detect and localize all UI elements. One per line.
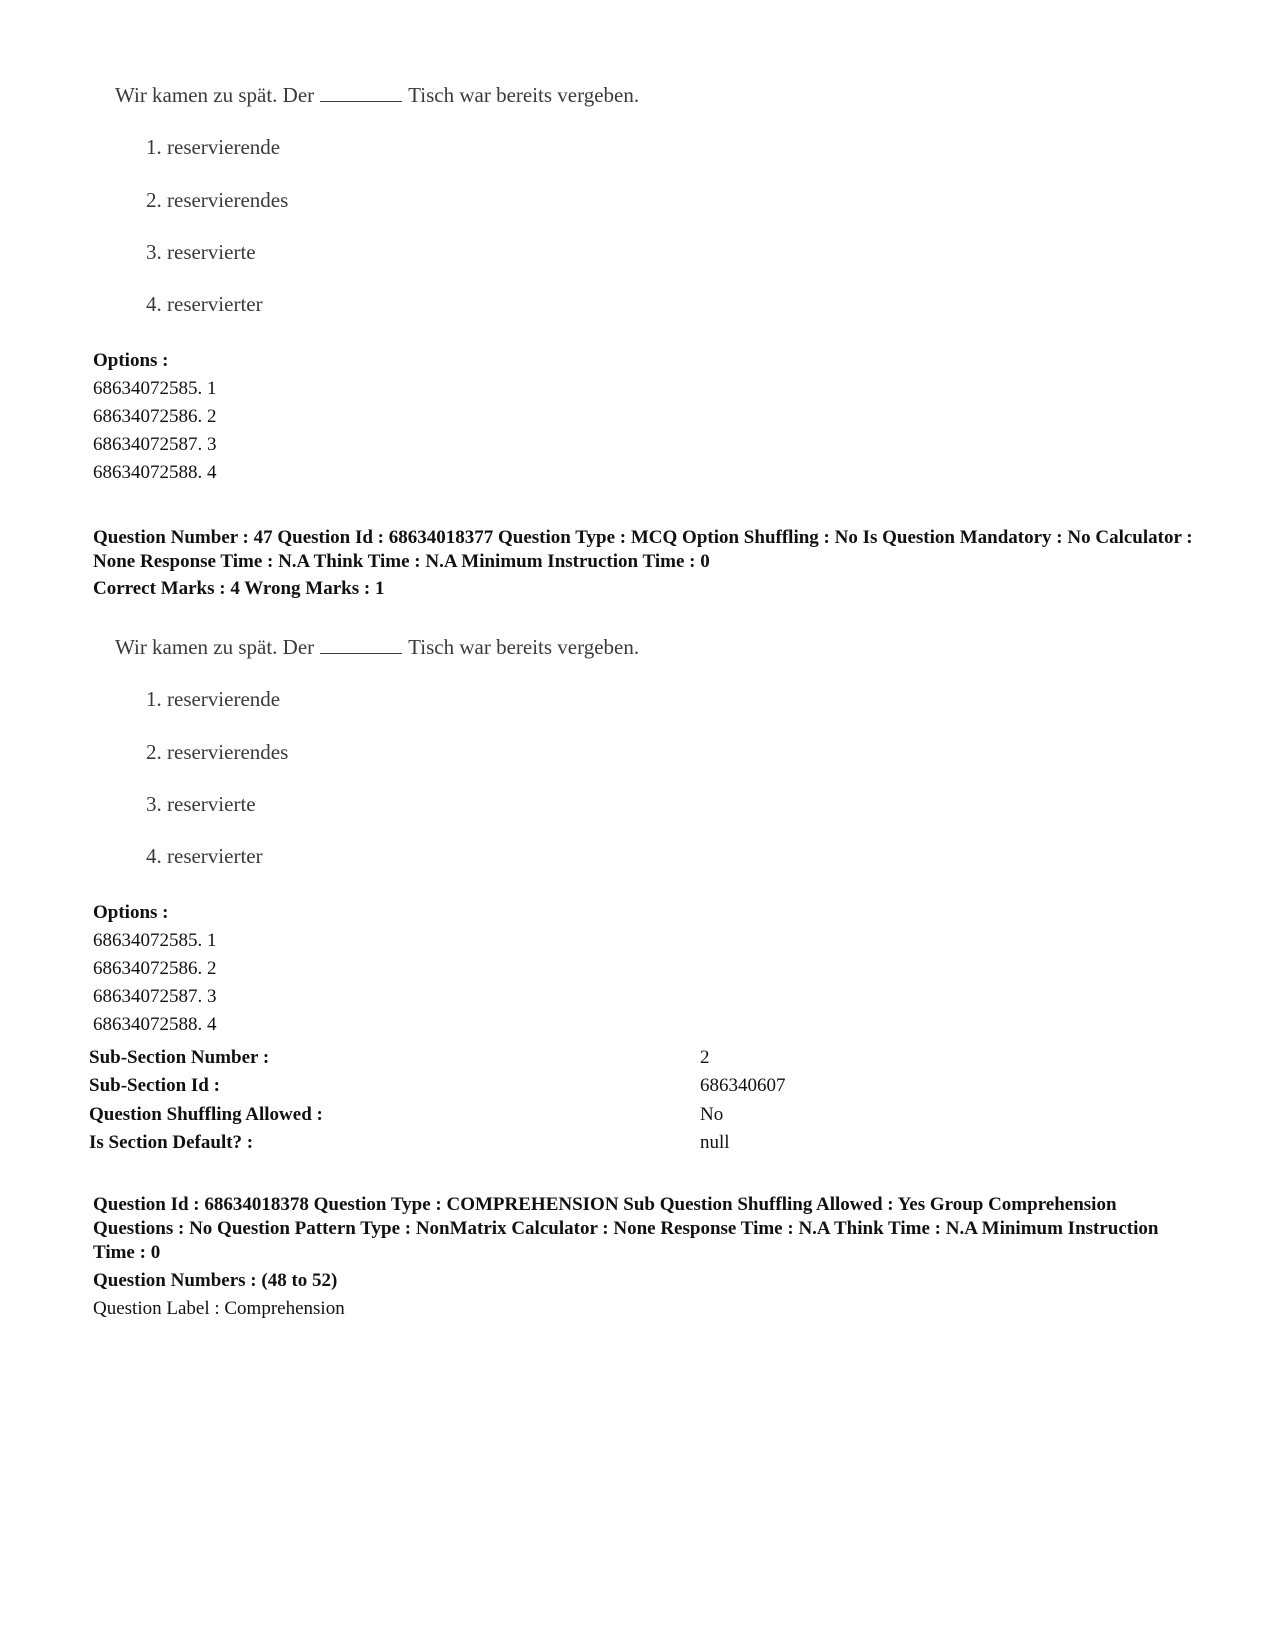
- option-item: 68634072585. 1: [93, 378, 217, 399]
- option-item: 68634072588. 4: [93, 1014, 217, 1035]
- choice-4: 4. reservierter: [146, 292, 263, 316]
- question-stem: [115, 83, 639, 108]
- sub-section-label: Question Shuffling Allowed :: [89, 1104, 323, 1125]
- option-item: 68634072585. 1: [93, 930, 217, 951]
- choice-3: 3. reservierte: [146, 792, 256, 816]
- sub-section-label: Is Section Default? :: [89, 1132, 254, 1153]
- sub-section-value: No: [700, 1104, 724, 1125]
- choice-1: 1. reservierende: [146, 687, 281, 711]
- options-label: Options :: [93, 902, 169, 923]
- sub-section-label: Sub-Section Id :: [89, 1075, 220, 1096]
- option-item: 68634072587. 3: [93, 986, 217, 1007]
- stem-after: Tisch war bereits vergeben.: [408, 635, 640, 659]
- sub-section-value: 2: [700, 1047, 710, 1068]
- blank-line: [320, 83, 402, 102]
- stem-before: Wir kamen zu spät. Der: [115, 83, 315, 107]
- blank-line: [320, 635, 402, 654]
- option-item: 68634072586. 2: [93, 958, 217, 979]
- question-meta: Question Number : 47 Question Id : 68634018377 Question Type : MCQ Option Shuffling : No Is Question Mandatory : No Calculator : None Response Time : N.A Think Time : N.A Minimum Instruction Time : 0: [93, 527, 1193, 572]
- option-item: 68634072586. 2: [93, 406, 217, 427]
- choice-2: 2. reservierendes: [146, 188, 289, 212]
- question-marks: Correct Marks : 4 Wrong Marks : 1: [93, 578, 385, 599]
- comprehension-meta: Question Id : 68634018378 Question Type : COMPREHENSION Sub Question Shuffling Allowed : Yes Group Comprehension Questions : No Question Pattern Type : NonMatrix Calculator : None Response Time : N.A Think Time : N.A Minimum Instruction Time : 0: [93, 1194, 1159, 1263]
- question-stem: [115, 635, 639, 660]
- sub-section-value: null: [700, 1132, 730, 1153]
- choice-1: 1. reservierende: [146, 135, 281, 159]
- stem-after: Tisch war bereits vergeben.: [408, 83, 640, 107]
- choice-3: 3. reservierte: [146, 240, 256, 264]
- option-item: 68634072588. 4: [93, 462, 217, 483]
- question-numbers: Question Numbers : (48 to 52): [93, 1270, 338, 1291]
- option-item: 68634072587. 3: [93, 434, 217, 455]
- stem-before: Wir kamen zu spät. Der: [115, 635, 315, 659]
- choice-4: 4. reservierter: [146, 844, 263, 868]
- question-label: Question Label : Comprehension: [93, 1298, 345, 1319]
- choice-2: 2. reservierendes: [146, 740, 289, 764]
- options-label: Options :: [93, 350, 169, 371]
- sub-section-value: 686340607: [700, 1075, 786, 1096]
- sub-section-label: Sub-Section Number :: [89, 1047, 270, 1068]
